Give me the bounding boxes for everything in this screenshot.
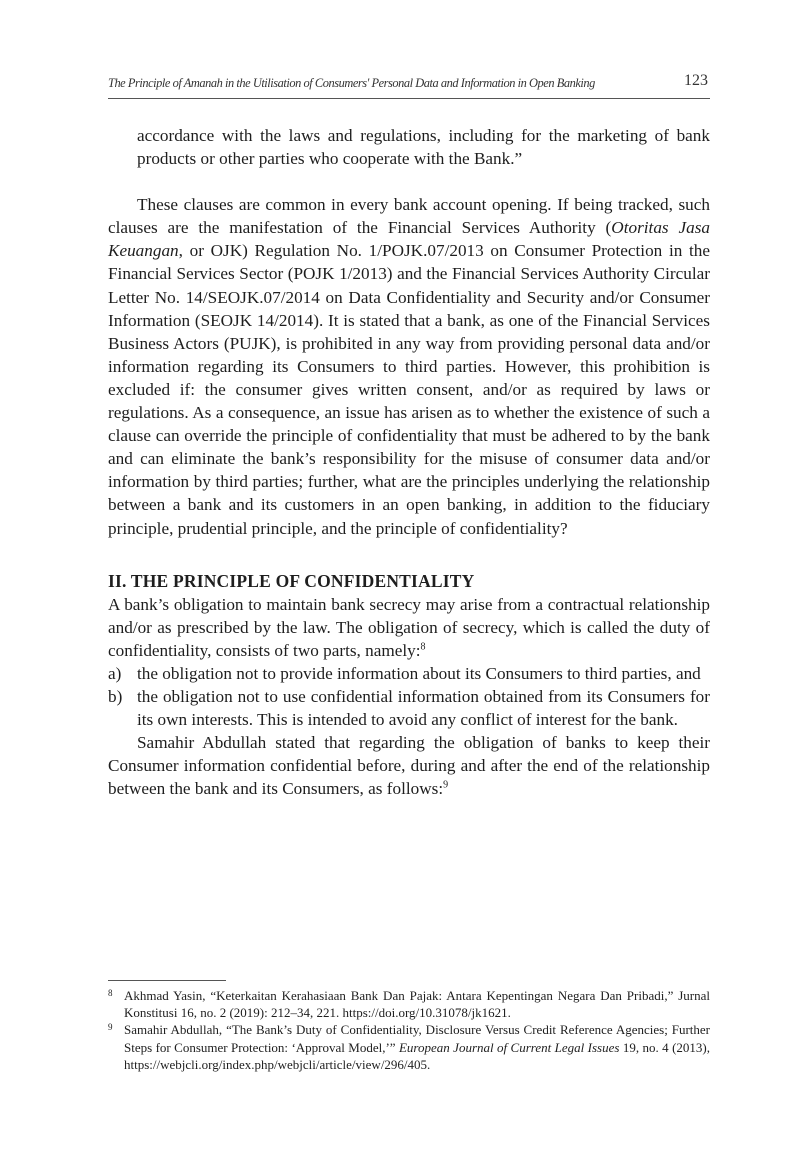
page-body [108,124,710,800]
block-quote-end: accordance with the laws and regulations, including for the marketing of bank products or other parties who cooperate with the Bank.” [137,126,710,169]
list-marker: b) [108,686,123,706]
footnote-text: Akhmad Yasin, “Keterkaitan Kerahasiaan Bank Dan Pajak: Antara Kepentingan Negara Dan Pribadi,” Jurnal Konstitusi 16, no. 2 (2019): 212–34, 221. https://doi.org/10.31078/jk1621. [124,988,710,1021]
italic-term: Otoritas Jasa Keuangan [108,218,710,261]
paragraph-duty-of-confidentiality [108,593,710,662]
list-marker: a) [108,663,122,683]
footnote-ref: 8 [420,641,426,653]
list-item-text: the obligation not to use confidential information obtained from its Consumers for its own interests. This is intended to avoid any conflict of interest for the bank. [137,686,710,730]
footnote-rule [108,980,226,981]
running-title: The Principle of Amanah in the Utilisation of Consumers' Personal Data and Information in Open Banking [108,76,595,90]
footnote-text: Samahir Abdullah, “The Bank’s Duty of Confidentiality, Disclosure Versus Credit Reference Agencies; Further Steps for Consumer Protection: ‘Approval Model,’” [124,1022,710,1055]
footnotes [108,987,710,1073]
footnote-ref: 9 [443,779,449,791]
footnote [108,987,710,1021]
section-heading: II. THE PRINCIPLE OF CONFIDENTIALITY [108,570,475,591]
footnote-number: 8 [108,988,113,998]
list-item [108,685,710,731]
running-header [108,74,710,99]
page-number: 123 [684,72,708,89]
footnote-text: 19, no. 4 (2013), https://webjcli.org/index.php/webjcli/article/view/296/405. [124,1039,710,1072]
paragraph-ojk-regulation [108,193,710,539]
paragraph-text: Samahir Abdullah stated that regarding the obligation of banks to keep their Consumer information confidential before, during and after the end of the relationship between the bank and its Consumers, as follows: [108,733,710,799]
paragraph-text: , or OJK) Regulation No. 1/POJK.07/2013 on Consumer Protection in the Financial Services Sector (POJK 1/2013) and the Financial Services Authority Circular Letter No. 14/SEOJK.07/2014 on Data Confidentiality and Security and/or Consumer Information (SEOJK 14/2014). It is stated that a bank, as one of the Financial Services Business Actors (PUJK), is prohibited in any way from providing personal data and/or information regarding its Consumers to third parties. However, this prohibition is excluded if: the consumer gives written consent, and/or as required by laws or regulations. As a consequence, an issue has arisen as to whether the existence of such a clause can override the principle of confidentiality that must be adhered to by the bank and can eliminate the bank’s responsibility for the misuse of consumer data and/or information by third parties; further, what are the principles underlying the relationship between a bank and its customers in an open banking, in addition to the fiduciary principle, prudential principle, and the principle of confidentiality? [108,241,710,538]
list-item-text: the obligation not to provide information about its Consumers to third parties, and [137,663,701,683]
list-item [108,662,710,685]
paragraph-text: A bank’s obligation to maintain bank secrecy may arise from a contractual relationship and/or as prescribed by the law. The obligation of secrecy, which is called the duty of confidentiality, consists of two parts, namely: [108,594,710,660]
paragraph-text: These clauses are common in every bank account opening. If being tracked, such clauses are the manifestation of the Financial Services Authority ( [108,195,710,238]
footnote-number: 9 [108,1022,113,1033]
footnote [108,1021,710,1073]
journal-title: European Journal of Current Legal Issues [398,1039,620,1055]
paragraph-samahir-abdullah [108,731,710,800]
